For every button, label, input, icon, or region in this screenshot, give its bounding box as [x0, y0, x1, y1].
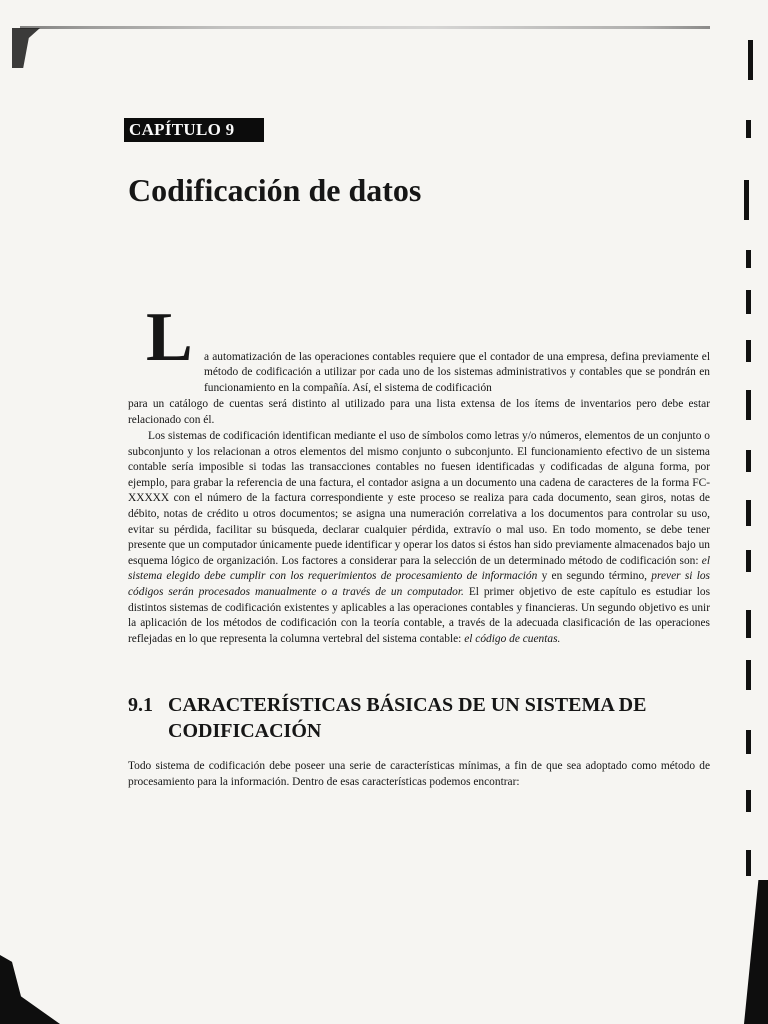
chapter-title: Codificación de datos — [128, 172, 422, 208]
intro-paragraph-start: a automatización de las operaciones contables requiere que el contador de una empresa, defina previamente el método de codificación a utilizar por cada uno de los sistemas administrativos y contables que se pondrán en funcionamiento en la compañía. Así, el sistema de codificación — [204, 351, 710, 394]
italic-phrase: el código de cuentas. — [464, 632, 561, 645]
chapter-label: CAPÍTULO 9 — [124, 118, 264, 142]
paragraph-text: El primer objetivo de este capítulo es estudiar los distintos sistemas de codificación existentes y aplicables a las operaciones contables y financieras. Un segundo objetivo es unir la aplicación de los métodos de codificación con la teoría contable, a través de la adecuada clasificación de las operaciones reflejadas en lo que representa la columna vertebral del sistema contable: — [128, 585, 710, 645]
scan-edge-right — [708, 30, 768, 1024]
paragraph-coding-systems — [128, 429, 710, 647]
italic-phrase: el sistema elegido debe cumplir con los requerimientos de procesamiento de información — [128, 554, 710, 583]
scan-corner-top-left — [12, 28, 40, 68]
section-title-line2: CODIFICACIÓN — [168, 720, 322, 742]
italic-phrase: prever si los códigos serán procesados manualmente o a través de un computador. — [128, 570, 710, 598]
paragraph-text: Los sistemas de codificación identifican mediante el uso de símbolos como letras y/o números, elementos de un conjunto o subconjunto y los relacionan a otros elementos del mismo conjunto o subconjunto. El funcionamiento efectivo de un sistema contable sería imposible si todas las transacciones contables no fuesen identificadas y codificadas de alguna forma, por ejemplo, para grabar la referencia de una factura, el contador asigna a un documento una cadena de caracteres de la forma FC-XXXXX con el número de la factura correspondiente y este proceso se realiza para cada documento, sean giros, notas de débito, notas de crédito u otros documentos; se asigna una numeración correlativa a los documentos para controlar su uso, evitar su pérdida, facilitar su búsqueda, declarar cualquier pérdida, extravío o mal uso. En todo momento, se debe tener presente que un computador únicamente puede identificar y operar los datos si éstos han sido previamente almacenados bajo un esquema lógico de organización. Los factores a considerar para la selección de un determinado método de codificación son: — [128, 430, 710, 567]
section-heading — [128, 692, 708, 744]
drop-cap: L — [146, 299, 193, 376]
section-number: 9.1 — [128, 694, 153, 716]
section-paragraph: Todo sistema de codificación debe poseer una serie de características mínimas, a fin de que sea adoptado como método de procesamiento para la información. Dentro de esas características podemos encontrar: — [128, 760, 710, 788]
scan-edge-top — [20, 26, 710, 29]
intro-paragraph-continuation: para un catálogo de cuentas será distinto al utilizado para una lista extensa de los ítems de inventarios pero debe estar relacionado con él. — [128, 398, 710, 426]
section-title-line1: CARACTERÍSTICAS BÁSICAS DE UN SISTEMA DE — [168, 694, 647, 716]
scan-corner-bottom-left — [0, 955, 60, 1024]
paragraph-text: y en segundo término, — [537, 570, 652, 583]
